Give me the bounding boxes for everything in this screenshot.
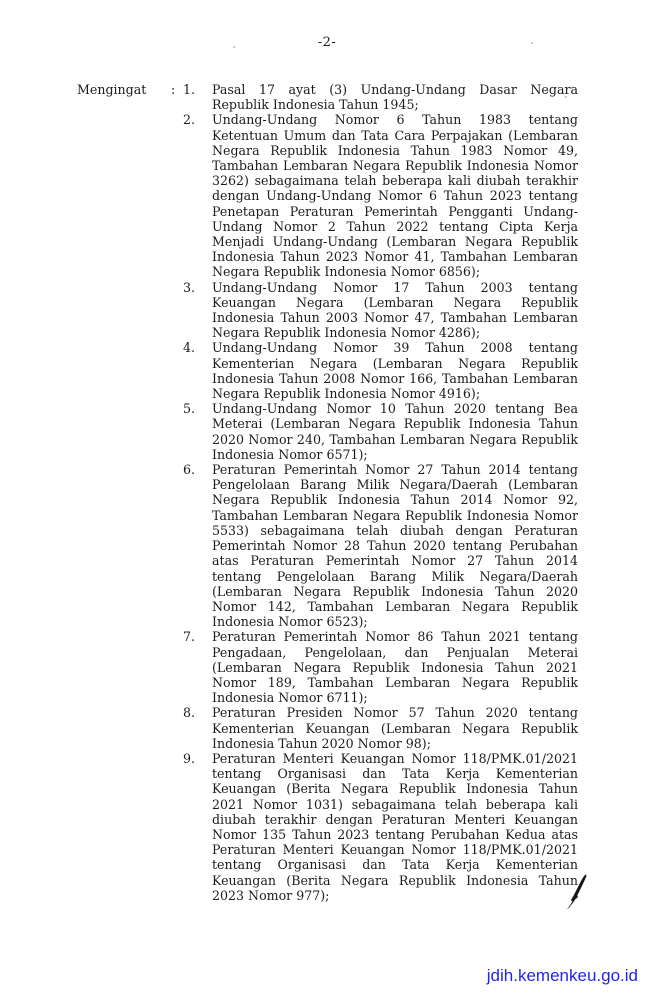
list-item-text: Peraturan Menteri Keuangan Nomor 118/PMK.01/2021 tentang Organisasi dan Tata Kerja Kementerian Keuangan (Berita Negara Republik Indonesia Tahun 2021 Nomor 1031) sebagaimana telah beberapa kali diubah terakhir dengan Peraturan Menteri Keuangan Nomor 135 Tahun 2023 tentang Perubahan Kedua atas Peraturan Menteri Keuangan Nomor 118/PMK.01/2021 tentang Organisasi dan Tata Kerja Kementerian Keuangan (Berita Negara Republik Indonesia Tahun 2023 Nomor 977); [212, 750, 578, 903]
list-item-number: 5. [183, 401, 196, 417]
considering-label: Mengingat [77, 82, 147, 97]
list-item-text: Peraturan Pemerintah Nomor 27 Tahun 2014 tentang Pengelolaan Barang Milik Negara/Daerah (Lembaran Negara Republik Indonesia Tahun 2014 Nomor 92, Tambahan Lembaran Negara Republik Indonesia Nomor 5533) sebagaimana telah diubah dengan Peraturan Pemerintah Nomor 28 Tahun 2020 tentang Perubahan atas Peraturan Pemerintah Nomor 27 Tahun 2014 tentang Pengelolaan Barang Milik Negara/Daerah (Lembaran Negara Republik Indonesia Tahun 2020 Nomor 142, Tambahan Lembaran Negara Republik Indonesia Nomor 6523); [212, 462, 578, 630]
list-item [183, 82, 578, 112]
document-body [77, 82, 578, 903]
list-item-text: Undang-Undang Nomor 17 Tahun 2003 tentang Keuangan Negara (Lembaran Negara Republik Indonesia Tahun 2003 Nomor 47, Tambahan Lembaran Negara Republik Indonesia Nomor 4286); [212, 279, 578, 341]
paraph-ink-mark-icon [563, 871, 591, 913]
scan-speck [233, 46, 235, 48]
considering-section [77, 82, 578, 903]
list-item-text: Pasal 17 ayat (3) Undang-Undang Dasar Negara Republik Indonesia Tahun 1945; [212, 82, 578, 113]
list-item-number: 2. [183, 112, 196, 128]
list-item-text: Peraturan Presiden Nomor 57 Tahun 2020 tentang Kementerian Keuangan (Lembaran Negara Republik Indonesia Tahun 2020 Nomor 98); [212, 705, 578, 751]
list-item-number: 6. [183, 462, 196, 478]
list-item [183, 751, 578, 903]
list-item [183, 112, 578, 279]
list-item-number: 7. [183, 629, 196, 645]
list-item [183, 629, 578, 705]
list-item [183, 705, 578, 751]
list-item-number: 3. [183, 279, 196, 295]
jdih-footer-link[interactable]: jdih.kemenkeu.go.id [486, 966, 638, 985]
list-item [183, 462, 578, 629]
list-item-number: 9. [183, 750, 196, 766]
list-item-number: 4. [183, 340, 196, 356]
page-number: -2- [317, 35, 337, 50]
list-item [183, 401, 578, 462]
list-item [183, 280, 578, 341]
scan-speck [531, 42, 533, 44]
list-item [183, 340, 578, 401]
list-item-number: 8. [183, 705, 196, 721]
list-item-number: 1. [183, 82, 196, 97]
list-item-text: Undang-Undang Nomor 10 Tahun 2020 tentang Bea Meterai (Lembaran Negara Republik Indonesia Tahun 2020 Nomor 240, Tambahan Lembaran Negara Republik Indonesia Nomor 6571); [212, 401, 578, 462]
list-item-text: Undang-Undang Nomor 39 Tahun 2008 tentang Kementerian Negara (Lembaran Negara Republik Indonesia Tahun 2008 Nomor 166, Tambahan Lembaran Negara Republik Indonesia Nomor 4916); [212, 340, 578, 402]
considering-list [183, 82, 578, 903]
list-item-text: Peraturan Pemerintah Nomor 86 Tahun 2021 tentang Pengadaan, Pengelolaan, dan Penjualan Meterai (Lembaran Negara Republik Indonesia Tahun 2021 Nomor 189, Tambahan Lembaran Negara Republik Indonesia Nomor 6711); [212, 629, 578, 706]
considering-colon: : [171, 82, 176, 97]
list-item-text: Undang-Undang Nomor 6 Tahun 1983 tentang Ketentuan Umum dan Tata Cara Perpajakan (Lembaran Negara Republik Indonesia Tahun 1983 Nomor 49, Tambahan Lembaran Negara Republik Indonesia Nomor 3262) sebagaimana telah beberapa kali diubah terakhir dengan Undang-Undang Nomor 6 Tahun 2023 tentang Penetapan Peraturan Pemerintah Pengganti Undang-Undang Nomor 2 Tahun 2022 tentang Cipta Kerja Menjadi Undang-Undang (Lembaran Negara Republik Indonesia Tahun 2023 Nomor 41, Tambahan Lembaran Negara Republik Indonesia Nomor 6856); [212, 112, 578, 280]
